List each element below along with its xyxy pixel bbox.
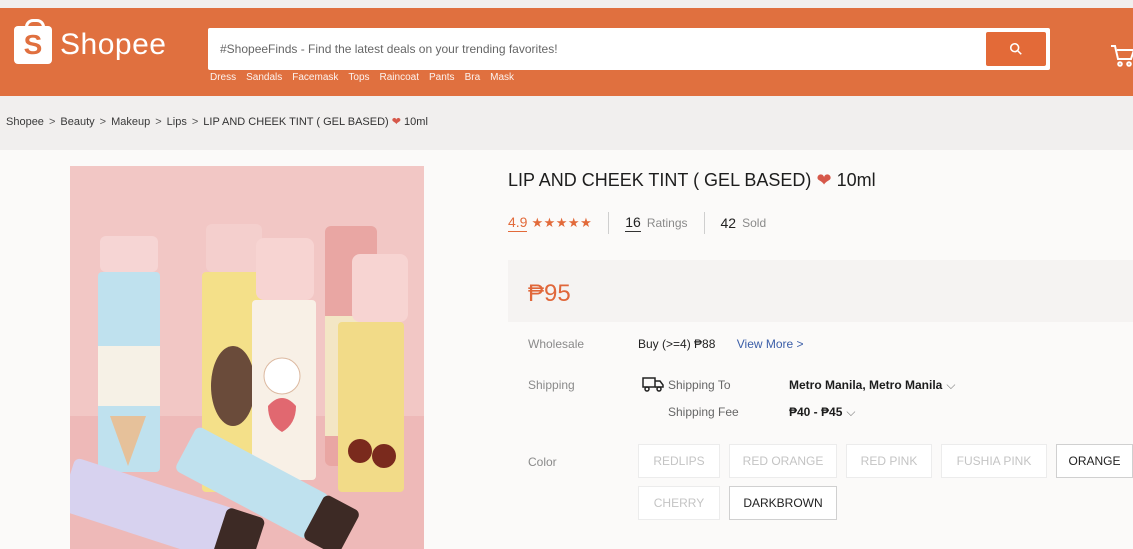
color-label: Color <box>528 455 557 469</box>
shipping-fee-value: ₱40 - ₱45 <box>789 405 843 419</box>
trending-keyword-link[interactable]: Sandals <box>246 72 283 83</box>
sold-label: Sold <box>742 216 767 230</box>
trending-keyword-link[interactable]: Raincoat <box>379 72 419 83</box>
breadcrumb-current-suffix: 10ml <box>404 116 428 128</box>
shipping-to-label: Shipping To <box>668 378 731 392</box>
breadcrumb-item-lips[interactable]: Lips <box>166 115 187 128</box>
rating-value[interactable]: 4.9 <box>508 214 528 230</box>
trending-keyword-link[interactable]: Mask <box>490 72 515 83</box>
chevron-down-icon: ⌵ <box>846 405 856 419</box>
breadcrumb-separator: > <box>191 115 199 128</box>
trending-keyword-link[interactable]: Tops <box>348 72 370 83</box>
product-image[interactable] <box>70 166 424 549</box>
sold-count: 42 <box>720 215 737 231</box>
product-price: ₱95 <box>528 280 571 307</box>
top-header <box>0 8 1133 96</box>
trending-keyword-link[interactable]: Bra <box>464 72 481 83</box>
breadcrumb <box>6 115 428 128</box>
breadcrumb-current <box>203 115 428 128</box>
color-option-orange[interactable]: ORANGE <box>1056 444 1133 478</box>
color-option-red-pink[interactable]: RED PINK <box>846 444 932 478</box>
color-option-redlips[interactable]: REDLIPS <box>638 444 720 478</box>
shipping-to-dropdown[interactable] <box>789 378 955 393</box>
shopee-logo[interactable] <box>14 26 166 64</box>
ratings-label: Ratings <box>646 216 688 230</box>
breadcrumb-separator: > <box>48 115 56 128</box>
breadcrumb-separator: > <box>155 115 162 128</box>
wholesale-label: Wholesale <box>528 337 585 351</box>
color-option-fushia-pink[interactable]: FUSHIA PINK <box>941 444 1047 478</box>
product-stats <box>508 212 766 234</box>
logo-text: Shopee <box>60 28 167 61</box>
trending-keyword-link[interactable]: Facemask <box>292 72 339 83</box>
breadcrumb-current-prefix: LIP AND CHEEK TINT ( GEL BASED) <box>203 116 389 128</box>
breadcrumb-separator: > <box>99 115 107 128</box>
trending-keyword-link[interactable]: Pants <box>428 72 455 83</box>
shipping-fee-label: Shipping Fee <box>668 405 739 419</box>
heart-icon: ❤ <box>391 116 401 128</box>
cart-icon <box>1110 42 1133 68</box>
breadcrumb-item-beauty[interactable]: Beauty <box>60 115 95 128</box>
search-icon <box>1009 42 1023 56</box>
divider <box>608 212 609 234</box>
view-more-link[interactable]: View More > <box>736 337 804 351</box>
shopee-bag-icon: S <box>14 26 52 64</box>
color-option-cherry[interactable]: CHERRY <box>638 486 720 520</box>
color-option-darkbrown[interactable]: DARKBROWN <box>729 486 837 520</box>
wholesale-value <box>638 337 804 351</box>
wholesale-price: Buy (>=4) ₱88 <box>638 337 716 351</box>
product-title-suffix: 10ml <box>836 170 876 190</box>
product-title <box>508 170 1108 191</box>
ratings-count[interactable]: 16 <box>625 214 641 230</box>
chevron-down-icon: ⌵ <box>946 378 956 392</box>
product-photo <box>70 166 424 549</box>
search-button[interactable] <box>986 32 1046 66</box>
star-rating-icon: ★★★★★ <box>531 215 593 230</box>
cart-button[interactable] <box>1110 42 1133 73</box>
product-title-prefix: LIP AND CHEEK TINT ( GEL BASED) <box>508 170 812 190</box>
shipping-to-value: Metro Manila, Metro Manila <box>789 378 943 392</box>
breadcrumb-item-shopee[interactable]: Shopee <box>6 115 44 128</box>
trending-keywords <box>210 72 514 83</box>
product-card <box>0 150 1133 549</box>
shipping-fee-dropdown[interactable] <box>789 405 855 420</box>
price-box <box>508 260 1133 322</box>
divider <box>704 212 705 234</box>
search-bar <box>208 28 1050 70</box>
truck-icon <box>642 376 664 392</box>
heart-icon: ❤ <box>816 170 832 190</box>
search-input[interactable] <box>212 32 982 66</box>
trending-keyword-link[interactable]: Dress <box>210 72 237 83</box>
shipping-label: Shipping <box>528 378 575 392</box>
color-option-red-orange[interactable]: RED ORANGE <box>729 444 837 478</box>
breadcrumb-item-makeup[interactable]: Makeup <box>111 115 151 128</box>
